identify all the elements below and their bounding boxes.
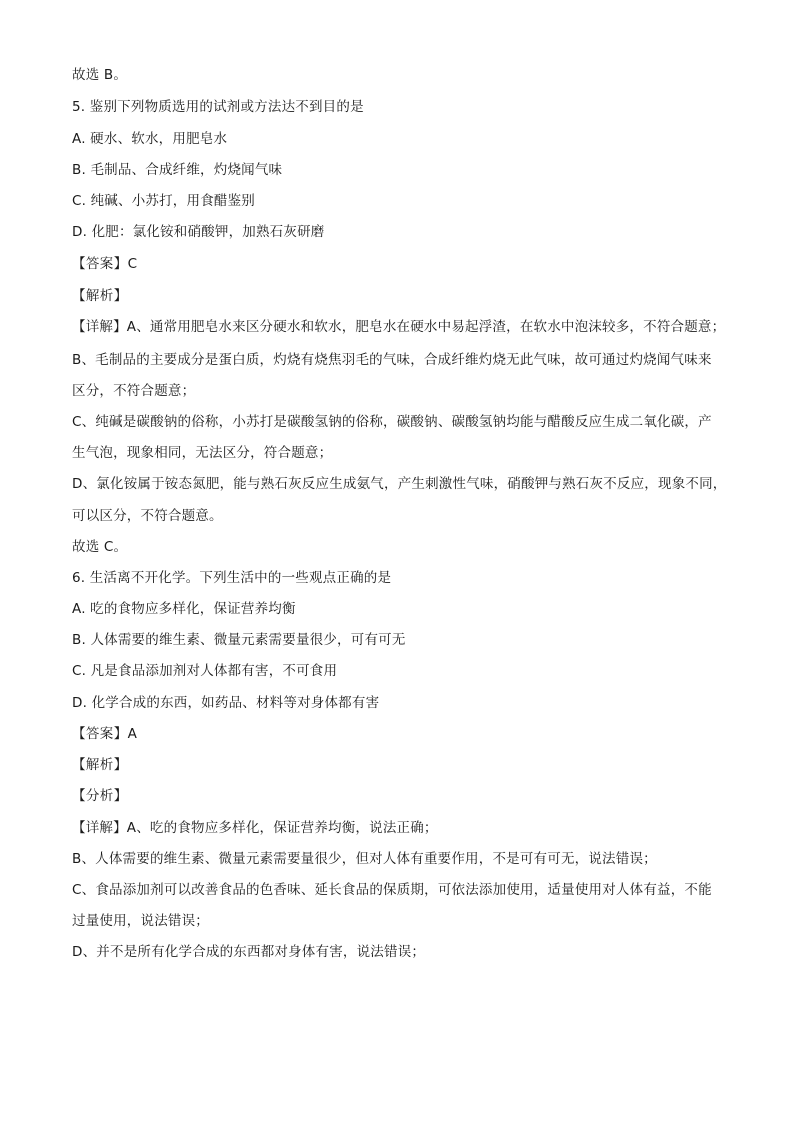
q5-detail-d-line2: 可以区分，不符合题意。 (72, 508, 223, 524)
q5-option-d: D. 化肥：氯化铵和硝酸钾，加熟石灰研磨 (72, 224, 325, 240)
q6-analysis-subheading: 【分析】 (72, 788, 128, 804)
q5-detail-d-line1: D、氯化铵属于铵态氮肥，能与熟石灰反应生成氨气，产生刺激性气味，硝酸钾与熟石灰不反应，现象不同， (72, 476, 727, 492)
q6-analysis-heading: 【解析】 (72, 757, 128, 773)
q5-answer: 【答案】C (72, 256, 138, 272)
q6-stem: 6. 生活离不开化学。下列生活中的一些观点正确的是 (72, 570, 392, 586)
q6-detail-a: 【详解】A、吃的食物应多样化，保证营养均衡，说法正确； (72, 820, 438, 836)
q6-option-c: C. 凡是食品添加剂对人体都有害，不可食用 (72, 663, 338, 679)
q6-detail-d: D、并不是所有化学合成的东西都对身体有害，说法错误； (72, 944, 426, 960)
q5-option-b: B. 毛制品、合成纤维，灼烧闻气味 (72, 162, 283, 178)
q5-option-a: A. 硬水、软水，用肥皂水 (72, 131, 228, 147)
q5-stem: 5. 鉴别下列物质选用的试剂或方法达不到目的是 (72, 99, 364, 115)
q5-detail-c-line1: C、纯碱是碳酸钠的俗称，小苏打是碳酸氢钠的俗称，碳酸钠、碳酸氢钠均能与醋酸反应生成二氧化碳，产 (72, 414, 712, 430)
q6-detail-c-line1: C、食品添加剂可以改善食品的色香味、延长食品的保质期，可依法添加使用，适量使用对人体有益，不能 (72, 882, 712, 898)
q6-option-b: B. 人体需要的维生素、微量元素需要量很少，可有可无 (72, 632, 406, 648)
q6-option-a: A. 吃的食物应多样化，保证营养均衡 (72, 601, 296, 617)
q5-detail-b-line2: 区分，不符合题意； (72, 383, 196, 399)
q5-detail-b-line1: B、毛制品的主要成分是蛋白质，灼烧有烧焦羽毛的气味，合成纤维灼烧无此气味，故可通过灼烧闻气味来 (72, 352, 712, 368)
q6-option-d: D. 化学合成的东西，如药品、材料等对身体都有害 (72, 695, 380, 711)
q5-option-c: C. 纯碱、小苏打，用食醋鉴别 (72, 193, 256, 209)
q5-analysis-heading: 【解析】 (72, 288, 128, 304)
q6-answer: 【答案】A (72, 726, 138, 742)
q5-detail-a: 【详解】A、通常用肥皂水来区分硬水和软水，肥皂水在硬水中易起浮渣，在软水中泡沫较多，不符合题意； (72, 319, 726, 335)
q6-detail-c-line2: 过量使用，说法错误； (72, 913, 209, 929)
q6-detail-b: B、人体需要的维生素、微量元素需要量很少，但对人体有重要作用，不是可有可无，说法错误； (72, 851, 657, 867)
q5-detail-c-line2: 生气泡，现象相同，无法区分，符合题意； (72, 445, 333, 461)
q5-conclusion: 故选 C。 (72, 539, 128, 555)
q4-conclusion: 故选 B。 (72, 67, 128, 83)
